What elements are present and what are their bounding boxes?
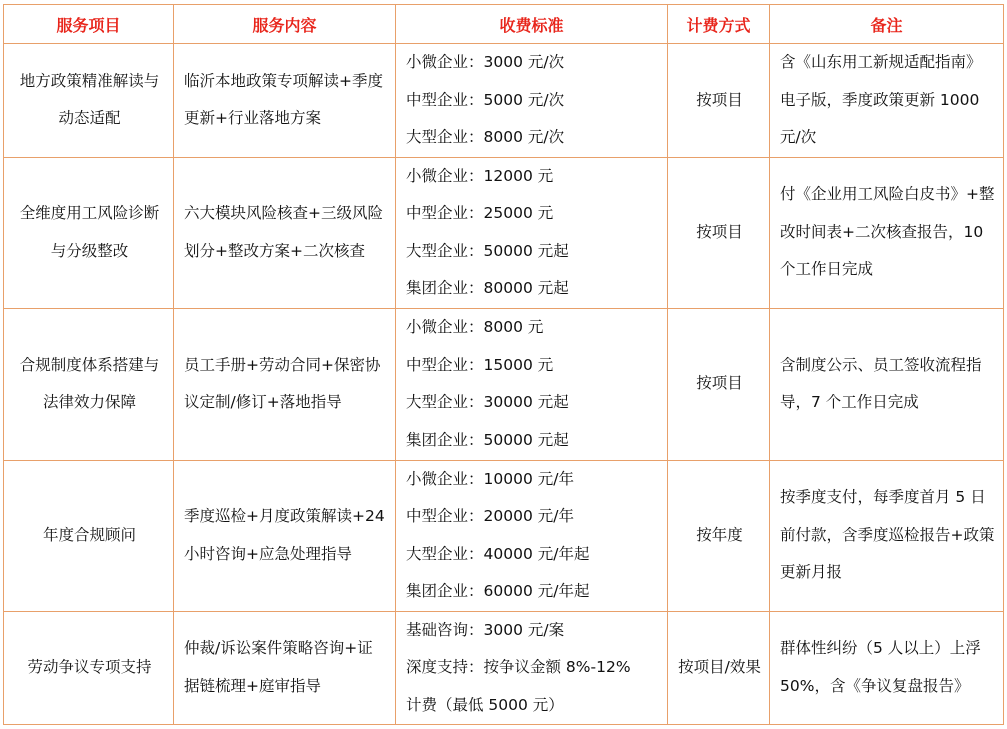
table-row — [4, 611, 1004, 725]
price-line: 基础咨询：3000 元/案 — [406, 620, 565, 639]
table-row — [4, 460, 1004, 611]
service-content-cell: 临沂本地政策专项解读+季度更新+行业落地方案 — [174, 44, 396, 158]
service-pricing-table — [3, 4, 1004, 725]
price-line: 集团企业：60000 元/年起 — [406, 582, 590, 600]
header-service-item: 服务项目 — [4, 5, 174, 44]
service-item-cell: 年度合规顾问 — [4, 460, 174, 611]
price-line: 中型企业：20000 元/年 — [406, 507, 574, 525]
table-row — [4, 308, 1004, 460]
price-line: 大型企业：8000 元/次 — [406, 128, 565, 146]
billing-mode-cell: 按项目/效果 — [668, 611, 770, 725]
price-line: 小微企业：12000 元 — [406, 166, 554, 185]
price-line: 小微企业：3000 元/次 — [406, 53, 565, 71]
remarks-cell: 含制度公示、员工签收流程指导，7 个工作日完成 — [770, 308, 1004, 460]
remarks-cell: 付《企业用工风险白皮书》+整改时间表+二次核查报告，10 个工作日完成 — [770, 157, 1004, 308]
pricing-cell — [396, 611, 668, 725]
price-line: 大型企业：40000 元/年起 — [406, 544, 590, 563]
price-line: 计费（最低 5000 元） — [406, 695, 564, 714]
price-line: 深度支持：按争议金额 8%-12% — [406, 658, 631, 676]
pricing-cell — [396, 460, 668, 611]
service-item-cell: 全维度用工风险诊断与分级整改 — [4, 157, 174, 308]
pricing-cell — [396, 308, 668, 460]
remarks-cell: 群体性纠纷（5 人以上）上浮 50%，含《争议复盘报告》 — [770, 611, 1004, 725]
service-content-cell: 仲裁/诉讼案件策略咨询+证据链梳理+庭审指导 — [174, 611, 396, 725]
header-billing-mode: 计费方式 — [668, 5, 770, 44]
remarks-cell: 含《山东用工新规适配指南》电子版，季度政策更新 1000 元/次 — [770, 44, 1004, 158]
service-item-cell: 合规制度体系搭建与法律效力保障 — [4, 308, 174, 460]
price-line: 集团企业：80000 元起 — [406, 279, 569, 297]
service-content-cell: 六大模块风险核查+三级风险划分+整改方案+二次核查 — [174, 157, 396, 308]
price-line: 小微企业：8000 元 — [406, 318, 544, 336]
remarks-cell: 按季度支付，每季度首月 5 日前付款，含季度巡检报告+政策更新月报 — [770, 460, 1004, 611]
price-line: 集团企业：50000 元起 — [406, 430, 569, 449]
billing-mode-cell: 按年度 — [668, 460, 770, 611]
price-line: 中型企业：5000 元/次 — [406, 90, 565, 109]
price-line: 大型企业：30000 元起 — [406, 393, 569, 411]
pricing-cell — [396, 44, 668, 158]
table-row — [4, 44, 1004, 158]
billing-mode-cell: 按项目 — [668, 308, 770, 460]
price-line: 小微企业：10000 元/年 — [406, 469, 574, 488]
header-pricing-standard: 收费标准 — [396, 5, 668, 44]
price-line: 中型企业：15000 元 — [406, 355, 554, 374]
service-content-cell: 员工手册+劳动合同+保密协议定制/修订+落地指导 — [174, 308, 396, 460]
table-header-row — [4, 5, 1004, 44]
table-row — [4, 157, 1004, 308]
pricing-cell — [396, 157, 668, 308]
header-remarks: 备注 — [770, 5, 1004, 44]
price-line: 中型企业：25000 元 — [406, 204, 554, 222]
billing-mode-cell: 按项目 — [668, 157, 770, 308]
service-content-cell: 季度巡检+月度政策解读+24 小时咨询+应急处理指导 — [174, 460, 396, 611]
service-item-cell: 地方政策精准解读与动态适配 — [4, 44, 174, 158]
header-service-content: 服务内容 — [174, 5, 396, 44]
price-line: 大型企业：50000 元起 — [406, 241, 569, 260]
billing-mode-cell: 按项目 — [668, 44, 770, 158]
service-item-cell: 劳动争议专项支持 — [4, 611, 174, 725]
